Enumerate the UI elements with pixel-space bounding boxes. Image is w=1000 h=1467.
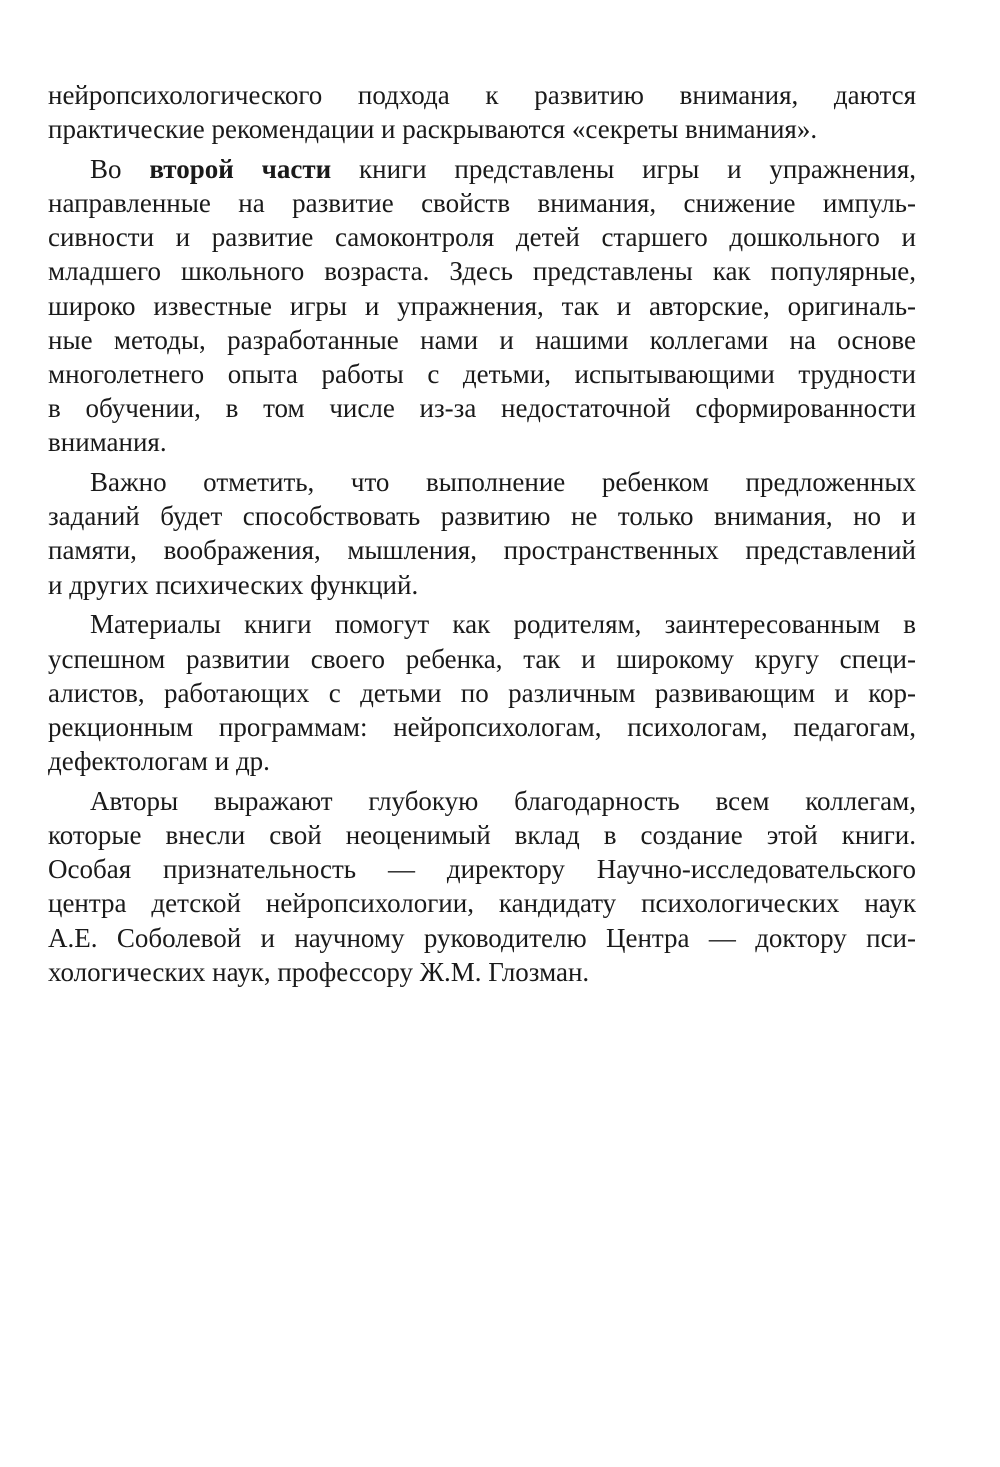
- text-line: ные методы, разработанные нами и нашими коллегами на основе: [48, 324, 916, 355]
- text-line: и других психических функций.: [48, 569, 419, 600]
- text-line: заданий будет способствовать развитию не только внимания, но и: [48, 501, 916, 532]
- text-line: которые внесли свой неоценимый вклад в создание этой книги.: [48, 819, 916, 850]
- paragraph-3: [48, 465, 916, 602]
- text-line: центра детской нейропсихологии, кандидату психологических наук: [48, 888, 916, 919]
- text-line: Авторы выражают глубокую благодарность всем коллегам,: [90, 785, 916, 816]
- paragraph-2: [48, 152, 916, 460]
- text-line: внимания.: [48, 427, 167, 458]
- text-line: Особая признательность — директору Научно-исследовательского: [48, 854, 916, 885]
- text-line: успешном развитии своего ребенка, так и широкому кругу специ-: [48, 643, 916, 674]
- text-run: книги представлены игры и упражнения,: [359, 153, 917, 184]
- text-line: Важно отметить, что выполнение ребенком предложенных: [90, 467, 916, 498]
- text-line: практические рекомендации и раскрываются «секреты внимания».: [48, 114, 818, 145]
- text-line: Материалы книги помогут как родителям, заинтересованным в: [90, 609, 916, 640]
- paragraph-4: [48, 607, 916, 778]
- text-line: младшего школьного возраста. Здесь представлены как популярные,: [48, 256, 916, 287]
- text-line: многолетнего опыта работы с детьми, испытывающими трудности: [48, 359, 916, 389]
- text-line: в обучении, в том числе из-за недостаточной сформированности: [48, 393, 916, 424]
- text-line: алистов, работающих с детьми по различным развивающим и кор-: [48, 677, 916, 708]
- paragraph-1: [48, 78, 916, 146]
- text-run: Во: [90, 153, 122, 184]
- book-page: [48, 78, 916, 989]
- text-line: широко известные игры и упражнения, так и авторские, оригиналь-: [48, 290, 916, 321]
- paragraph-5: [48, 784, 916, 989]
- text-line: А.Е. Соболевой и научному руководителю Центра — доктору пси-: [48, 922, 916, 953]
- text-line: памяти, воображения, мышления, пространственных представлений: [48, 535, 916, 566]
- text-line: направленные на развитие свойств внимания, снижение импуль-: [48, 188, 916, 219]
- text-line: сивности и развитие самоконтроля детей старшего дошкольного и: [48, 222, 916, 253]
- text-line: хологических наук, профессору Ж.М. Глозман.: [48, 956, 590, 987]
- text-line: [48, 152, 916, 186]
- bold-phrase: второй части: [149, 153, 332, 184]
- text-line: рекционным программам: нейропсихологам, психологам, педагогам,: [48, 711, 916, 742]
- text-line: нейропсихологического подхода к развитию внимания, даются: [48, 80, 916, 110]
- text-line: дефектологам и др.: [48, 746, 270, 777]
